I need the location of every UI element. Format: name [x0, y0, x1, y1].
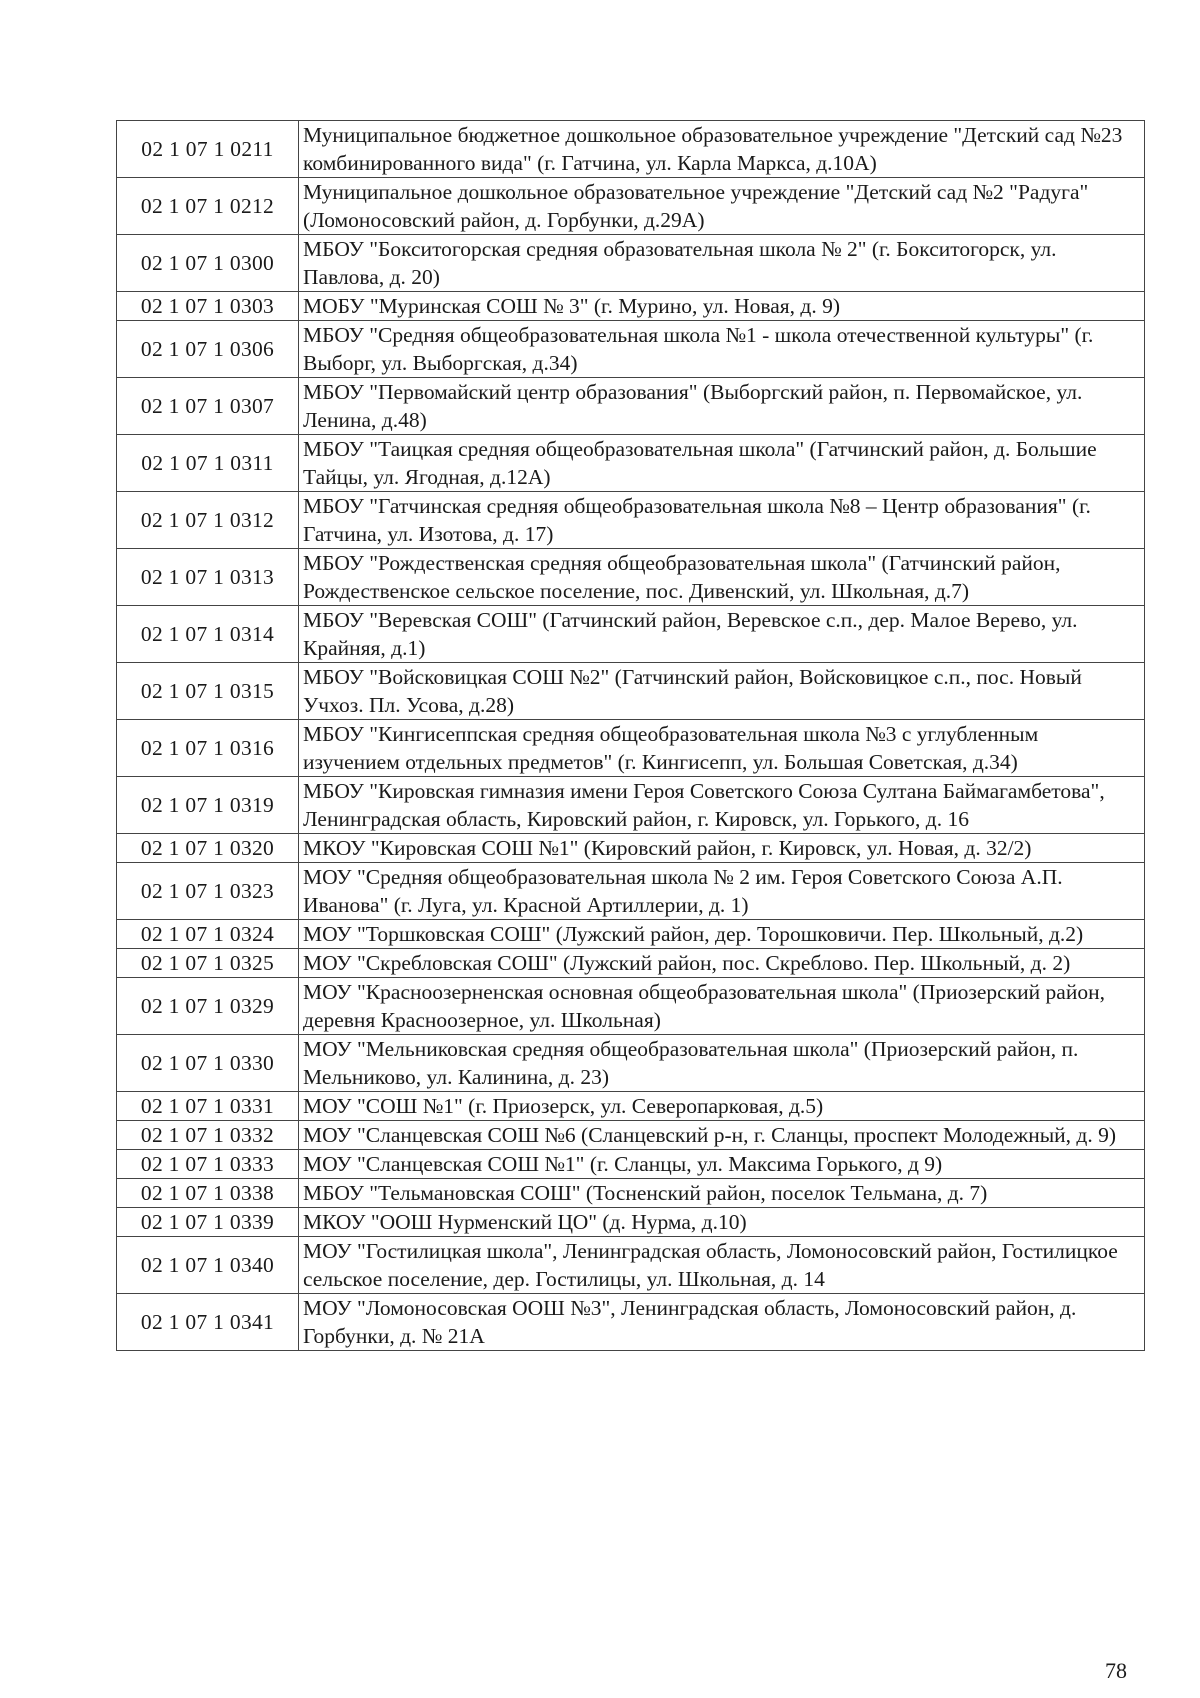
table-row [117, 663, 1145, 720]
table-row [117, 1092, 1145, 1121]
budget-code-cell: 02 1 07 1 0303 [117, 292, 299, 321]
budget-code-cell: 02 1 07 1 0311 [117, 435, 299, 492]
registry-table [116, 120, 1145, 1351]
table-row [117, 978, 1145, 1035]
budget-code-cell: 02 1 07 1 0315 [117, 663, 299, 720]
table-row [117, 492, 1145, 549]
table-row [117, 1294, 1145, 1351]
page-number: 78 [1105, 1658, 1127, 1683]
budget-code-cell: 02 1 07 1 0340 [117, 1237, 299, 1294]
budget-code-cell: 02 1 07 1 0313 [117, 549, 299, 606]
budget-code-cell: 02 1 07 1 0212 [117, 178, 299, 235]
institution-name-cell: МБОУ "Средняя общеобразовательная школа №1 - школа отечественной культуры" (г. Выборг, ул. Выборгская, д.34) [299, 321, 1145, 378]
institution-name-cell: МБОУ "Кировская гимназия имени Героя Советского Союза Султана Баймагамбетова", Ленинградская область, Кировский район, г. Кировск, ул. Горького, д. 16 [299, 777, 1145, 834]
institution-name-cell: МКОУ "ООШ Нурменский ЦО" (д. Нурма, д.10) [299, 1208, 1145, 1237]
budget-code-cell: 02 1 07 1 0323 [117, 863, 299, 920]
budget-code-cell: 02 1 07 1 0333 [117, 1150, 299, 1179]
table-row [117, 235, 1145, 292]
institution-name-cell: МОУ "Ломоносовская ООШ №3", Ленинградская область, Ломоносовский район, д. Горбунки, д. № 21А [299, 1294, 1145, 1351]
institution-name-cell: МОУ "Сланцевская СОШ №1" (г. Сланцы, ул. Максима Горького, д 9) [299, 1150, 1145, 1179]
institution-name-cell: МБОУ "Тельмановская СОШ" (Тосненский район, поселок Тельмана, д. 7) [299, 1179, 1145, 1208]
table-row [117, 321, 1145, 378]
budget-code-cell: 02 1 07 1 0316 [117, 720, 299, 777]
budget-code-cell: 02 1 07 1 0319 [117, 777, 299, 834]
institution-name-cell: МКОУ "Кировская СОШ №1" (Кировский район, г. Кировск, ул. Новая, д. 32/2) [299, 834, 1145, 863]
budget-code-cell: 02 1 07 1 0330 [117, 1035, 299, 1092]
table-row [117, 178, 1145, 235]
budget-code-cell: 02 1 07 1 0331 [117, 1092, 299, 1121]
institution-name-cell: МОУ "СОШ №1" (г. Приозерск, ул. Северопарковая, д.5) [299, 1092, 1145, 1121]
budget-code-cell: 02 1 07 1 0300 [117, 235, 299, 292]
budget-code-cell: 02 1 07 1 0329 [117, 978, 299, 1035]
budget-code-cell: 02 1 07 1 0325 [117, 949, 299, 978]
budget-code-cell: 02 1 07 1 0211 [117, 121, 299, 178]
institution-name-cell: МБОУ "Первомайский центр образования" (Выборгский район, п. Первомайское, ул. Ленина, д.48) [299, 378, 1145, 435]
budget-code-cell: 02 1 07 1 0332 [117, 1121, 299, 1150]
table-row [117, 720, 1145, 777]
budget-code-cell: 02 1 07 1 0312 [117, 492, 299, 549]
budget-code-cell: 02 1 07 1 0341 [117, 1294, 299, 1351]
table-row [117, 1237, 1145, 1294]
institution-name-cell: МОУ "Средняя общеобразовательная школа № 2 им. Героя Советского Союза А.П. Иванова" (г. Луга, ул. Красной Артиллерии, д. 1) [299, 863, 1145, 920]
table-row [117, 435, 1145, 492]
table-row [117, 1035, 1145, 1092]
institution-name-cell: МОУ "Скребловская СОШ" (Лужский район, пос. Скреблово. Пер. Школьный, д. 2) [299, 949, 1145, 978]
institution-name-cell: МБОУ "Таицкая средняя общеобразовательная школа" (Гатчинский район, д. Большие Тайцы, ул. Ягодная, д.12А) [299, 435, 1145, 492]
budget-code-cell: 02 1 07 1 0307 [117, 378, 299, 435]
registry-table-body [117, 121, 1145, 1351]
budget-code-cell: 02 1 07 1 0339 [117, 1208, 299, 1237]
institution-name-cell: МОУ "Мельниковская средняя общеобразовательная школа" (Приозерский район, п. Мельниково, ул. Калинина, д. 23) [299, 1035, 1145, 1092]
institution-name-cell: МБОУ "Веревская СОШ" (Гатчинский район, Веревское с.п., дер. Малое Верево, ул. Крайняя, д.1) [299, 606, 1145, 663]
institution-name-cell: МБОУ "Войсковицкая СОШ №2" (Гатчинский район, Войсковицкое с.п., пос. Новый Учхоз. Пл. Усова, д.28) [299, 663, 1145, 720]
table-row [117, 920, 1145, 949]
institution-name-cell: МОУ "Сланцевская СОШ №6 (Сланцевский р-н, г. Сланцы, проспект Молодежный, д. 9) [299, 1121, 1145, 1150]
table-row [117, 863, 1145, 920]
institution-name-cell: МБОУ "Бокситогорская средняя образовательная школа № 2" (г. Бокситогорск, ул. Павлова, д. 20) [299, 235, 1145, 292]
institution-name-cell: МОУ "Торшковская СОШ" (Лужский район, дер. Торошковичи. Пер. Школьный, д.2) [299, 920, 1145, 949]
table-row [117, 1208, 1145, 1237]
budget-code-cell: 02 1 07 1 0306 [117, 321, 299, 378]
table-row [117, 949, 1145, 978]
budget-code-cell: 02 1 07 1 0324 [117, 920, 299, 949]
table-row [117, 1150, 1145, 1179]
budget-code-cell: 02 1 07 1 0338 [117, 1179, 299, 1208]
table-row [117, 777, 1145, 834]
table-row [117, 121, 1145, 178]
table-row [117, 549, 1145, 606]
table-row [117, 1179, 1145, 1208]
institution-name-cell: МОУ "Красноозерненская основная общеобразовательная школа" (Приозерский район, деревня Красноозерное, ул. Школьная) [299, 978, 1145, 1035]
institution-name-cell: МБОУ "Кингисеппская средняя общеобразовательная школа №3 с углубленным изучением отдельных предметов" (г. Кингисепп, ул. Большая Советская, д.34) [299, 720, 1145, 777]
institution-name-cell: МОБУ "Муринская СОШ № 3" (г. Мурино, ул. Новая, д. 9) [299, 292, 1145, 321]
institution-name-cell: МОУ "Гостилицкая школа", Ленинградская область, Ломоносовский район, Гостилицкое сельское поселение, дер. Гостилицы, ул. Школьная, д. 14 [299, 1237, 1145, 1294]
institution-name-cell: МБОУ "Гатчинская средняя общеобразовательная школа №8 – Центр образования" (г. Гатчина, ул. Изотова, д. 17) [299, 492, 1145, 549]
table-row [117, 378, 1145, 435]
institution-name-cell: Муниципальное бюджетное дошкольное образовательное учреждение "Детский сад №23 комбинированного вида" (г. Гатчина, ул. Карла Маркса, д.10А) [299, 121, 1145, 178]
table-row [117, 834, 1145, 863]
table-row [117, 606, 1145, 663]
institution-name-cell: Муниципальное дошкольное образовательное учреждение "Детский сад №2 "Радуга" (Ломоносовский район, д. Горбунки, д.29А) [299, 178, 1145, 235]
table-row [117, 292, 1145, 321]
table-row [117, 1121, 1145, 1150]
institution-name-cell: МБОУ "Рождественская средняя общеобразовательная школа" (Гатчинский район, Рождественское сельское поселение, пос. Дивенский, ул. Школьная, д.7) [299, 549, 1145, 606]
budget-code-cell: 02 1 07 1 0320 [117, 834, 299, 863]
budget-code-cell: 02 1 07 1 0314 [117, 606, 299, 663]
